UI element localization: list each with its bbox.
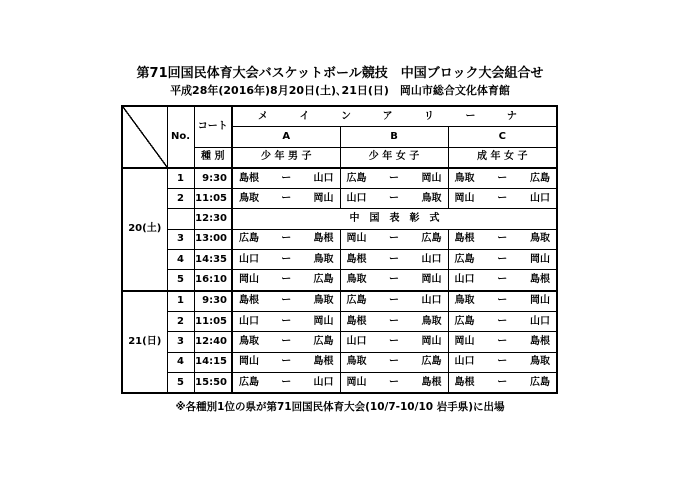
match-cell [448,291,557,312]
team-home: 山口 [239,315,259,327]
team-home: 岡山 [346,376,367,388]
team-away: 鳥取 [530,356,550,368]
vs-separator: ー [497,295,508,307]
match [233,170,340,188]
team-home: 広島 [346,172,367,184]
team-home: 鳥取 [454,172,475,184]
game-time: 11:05 [194,311,232,331]
vs-separator: ー [281,274,292,286]
team-home: 山口 [239,253,259,265]
vs-separator: ー [389,253,399,265]
team-home: 岡山 [239,356,259,368]
arena-label: メ イ ン ア リ ー ナ [258,110,531,122]
vs-separator: ー [497,315,508,327]
match [233,353,340,371]
match-cell [448,250,557,270]
vs-separator: ー [281,356,292,368]
team-home: 鳥取 [454,295,475,307]
team-away: 広島 [421,356,442,368]
game-time: 9:30 [194,168,232,189]
team-away: 岡山 [421,274,442,286]
match-cell [232,352,340,372]
game-number: 4 [167,250,194,270]
match [233,251,340,269]
team-away: 岡山 [421,335,442,347]
vs-separator: ー [281,295,292,307]
match-cell [448,311,557,331]
game-number: 1 [167,168,194,189]
match-cell [340,189,448,209]
court-a-header: A [232,127,340,147]
team-home: 山口 [454,274,475,286]
game-number: 1 [167,291,194,312]
match [341,353,448,371]
team-home: 岡山 [239,274,259,286]
game-time: 16:10 [194,270,232,291]
no-header: No. [167,106,194,168]
team-away: 島根 [421,376,442,388]
team-away: 鳥取 [421,192,442,204]
game-number: 5 [167,270,194,291]
team-away: 広島 [530,376,550,388]
match-cell [340,270,448,291]
match-cell [340,168,448,189]
team-away: 広島 [530,172,550,184]
team-away: 鳥取 [530,233,550,245]
team-home: 山口 [346,335,367,347]
match [341,374,448,392]
team-home: 山口 [454,356,475,368]
game-time: 14:15 [194,352,232,372]
match-cell [448,229,557,249]
court-b-header: B [340,127,448,147]
match-cell [448,332,557,352]
vs-separator: ー [389,295,399,307]
vs-separator: ー [497,335,508,347]
vs-separator: ー [497,172,508,184]
game-time: 9:30 [194,291,232,312]
team-away: 山口 [530,192,550,204]
team-home: 岡山 [454,192,475,204]
team-away: 山口 [313,172,334,184]
vs-separator: ー [389,335,399,347]
vs-separator: ー [281,192,292,204]
match [449,230,557,248]
team-away: 岡山 [313,192,334,204]
game-time: 12:40 [194,332,232,352]
match-cell [448,189,557,209]
table-row [122,291,557,312]
table-row [122,229,557,249]
arena-header [232,106,557,127]
team-away: 広島 [313,274,334,286]
match-cell [448,372,557,393]
team-home: 広島 [346,295,367,307]
match [341,271,448,289]
match [449,251,557,269]
page-subtitle: 平成28年(2016年)8月20日(土)､21日(日) 岡山市総合文化体育館 [170,84,510,97]
match [341,333,448,351]
match [233,292,340,310]
game-number: 3 [167,229,194,249]
schedule-table [121,105,558,394]
team-home: 島根 [454,233,475,245]
match-cell [448,270,557,291]
team-away: 岡山 [313,315,334,327]
team-home: 島根 [239,295,259,307]
table-row [122,209,557,229]
team-away: 岡山 [530,253,550,265]
game-number: 4 [167,352,194,372]
game-time: 11:05 [194,189,232,209]
match-cell [340,352,448,372]
team-away: 鳥取 [313,295,334,307]
vs-separator: ー [389,274,399,286]
match [449,313,557,331]
match [449,374,557,392]
team-away: 山口 [421,253,442,265]
team-away: 島根 [313,356,334,368]
footnote: ※各種別1位の県が第71回国民体育大会(10/7-10/10 岩手県)に出場 [175,401,505,413]
vs-separator: ー [497,253,508,265]
match [449,333,557,351]
match [233,374,340,392]
team-away: 広島 [313,335,334,347]
match-cell [232,189,340,209]
vs-separator: ー [389,315,399,327]
team-away: 鳥取 [313,253,334,265]
team-home: 島根 [346,253,367,265]
team-away: 島根 [530,335,550,347]
game-number: 5 [167,372,194,393]
match [341,251,448,269]
match-cell [448,168,557,189]
vs-separator: ー [281,315,292,327]
team-home: 広島 [454,253,475,265]
match [233,271,340,289]
team-home: 山口 [346,192,367,204]
vs-separator: ー [389,172,399,184]
event-boys-header: 少 年 男 子 [232,147,340,168]
team-away: 島根 [530,274,550,286]
table-row [122,250,557,270]
match-cell [232,311,340,331]
diagonal-corner-cell [122,106,167,168]
game-time: 12:30 [194,209,232,229]
team-home: 島根 [454,376,475,388]
match-cell [340,332,448,352]
team-home: 岡山 [346,233,367,245]
court-header: コート [194,106,232,147]
team-away: 広島 [421,233,442,245]
team-home: 岡山 [454,335,475,347]
vs-separator: ー [281,335,292,347]
match-cell [340,229,448,249]
match [449,170,557,188]
game-number [167,209,194,229]
vs-separator: ー [389,356,399,368]
page-title: 第71回国民体育大会バスケットボール競技 中国ブロック大会組合せ [136,66,544,81]
game-time: 13:00 [194,229,232,249]
match-cell [232,168,340,189]
team-away: 岡山 [421,172,442,184]
vs-separator: ー [497,376,508,388]
team-home: 鳥取 [239,192,259,204]
team-home: 広島 [239,233,259,245]
game-number: 3 [167,332,194,352]
match [341,313,448,331]
match [233,230,340,248]
match-cell [232,372,340,393]
match [449,271,557,289]
game-time: 15:50 [194,372,232,393]
team-home: 島根 [239,172,259,184]
table-row [122,311,557,331]
match-cell [340,311,448,331]
table-row [122,372,557,393]
team-home: 広島 [454,315,475,327]
vs-separator: ー [497,356,508,368]
court-c-header: C [448,127,557,147]
match [341,170,448,188]
match [449,292,557,310]
vs-separator: ー [389,192,399,204]
team-home: 鳥取 [239,335,259,347]
match-cell [232,270,340,291]
vs-separator: ー [281,172,292,184]
match [233,313,340,331]
match-cell [232,332,340,352]
vs-separator: ー [497,274,508,286]
match-cell [232,291,340,312]
team-home: 島根 [346,315,367,327]
match-cell [448,352,557,372]
match-cell [340,291,448,312]
team-away: 岡山 [530,295,550,307]
match [449,190,557,208]
vs-separator: ー [281,233,292,245]
team-away: 山口 [421,295,442,307]
vs-separator: ー [497,233,508,245]
match [341,230,448,248]
match [233,333,340,351]
vs-separator: ー [389,233,399,245]
game-number: 2 [167,311,194,331]
match [449,353,557,371]
vs-separator: ー [281,253,292,265]
team-home: 広島 [239,376,259,388]
vs-separator: ー [281,376,292,388]
table-row [122,332,557,352]
team-home: 鳥取 [346,356,367,368]
table-row [122,189,557,209]
team-away: 鳥取 [421,315,442,327]
match [341,292,448,310]
match [341,190,448,208]
team-away: 島根 [313,233,334,245]
ceremony-cell: 中 国 表 彰 式 [232,209,557,229]
table-row [122,352,557,372]
team-away: 山口 [530,315,550,327]
event-women-header: 成 年 女 子 [448,147,557,168]
table-row [122,270,557,291]
vs-separator: ー [389,376,399,388]
table-row [122,168,557,189]
day-label: 21(日) [122,291,167,393]
game-time: 14:35 [194,250,232,270]
game-number: 2 [167,189,194,209]
vs-separator: ー [497,192,508,204]
event-girls-header: 少 年 女 子 [340,147,448,168]
match [233,190,340,208]
event-header: 種 別 [194,147,232,168]
match-cell [232,250,340,270]
match-cell [232,229,340,249]
team-away: 山口 [313,376,334,388]
day-label: 20(土) [122,168,167,291]
match-cell [340,250,448,270]
team-home: 鳥取 [346,274,367,286]
match-cell [340,372,448,393]
